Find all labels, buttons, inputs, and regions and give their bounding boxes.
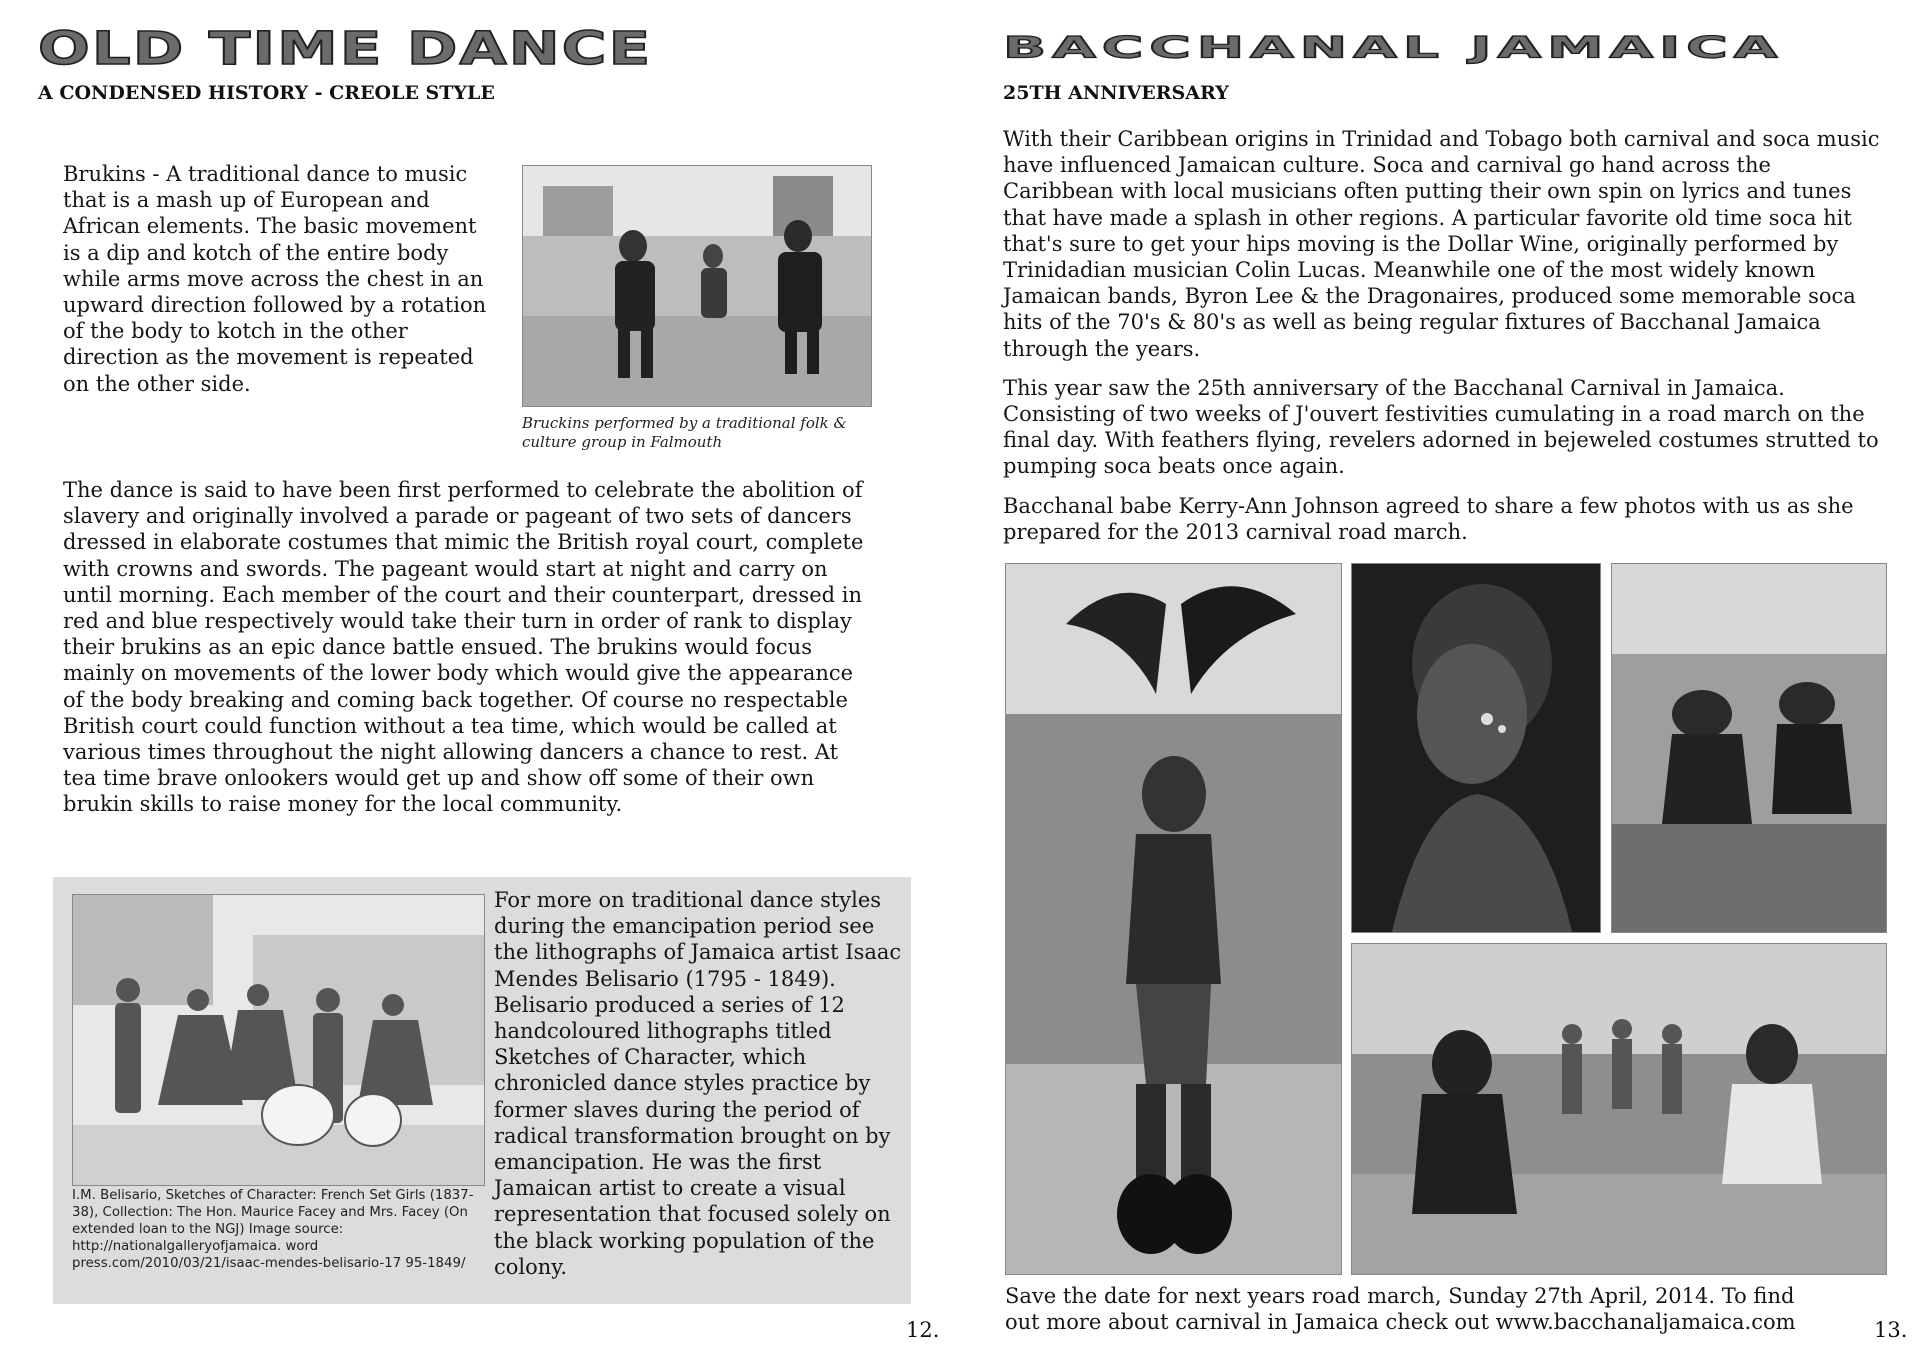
right-page-number: 13. (1874, 1318, 1908, 1342)
article-paragraph-2: This year saw the 25th anniversary of the Bacchanal Carnival in Jamaica. Consisting of two weeks of J'ouvert festivities cumulating in a road march on the final day. With feathers flying, revelers adorned in bejeweled costumes strutted to pumping soca beats once again. (1003, 375, 1879, 479)
portrait-photo-graphic (1352, 564, 1600, 932)
left-page-title: OLD TIME DANCE (38, 22, 653, 76)
article-paragraph-3: Bacchanal babe Kerry-Ann Johnson agreed to share a few photos with us as she prepared for the 2013 carnival road march. (1003, 493, 1854, 544)
belisario-lithograph (72, 894, 485, 1186)
article-body (1003, 126, 1883, 558)
lithograph-caption: I.M. Belisario, Sketches of Character: French Set Girls (1837-38), Collection: The Hon. Maurice Facey and Mrs. Facey (On extended loan to the NGJ) Image source: http://nationalgalleryofjamaica. word press.com/2010/03/21/isaac-mendes-belisario-17 95-1849/ (72, 1188, 474, 1271)
left-page-subtitle: A CONDENSED HISTORY - CREOLE STYLE (38, 82, 495, 104)
carnival-photo-portrait (1351, 563, 1601, 933)
left-page-number: 12. (906, 1318, 940, 1342)
costume-photo-graphic (1006, 564, 1341, 1274)
bruckins-photo-graphic (523, 166, 871, 406)
footer-text: Save the date for next years road march, Sunday 27th April, 2014. To find out more about carnival in Jamaica check out www.bacchanaljamaica.com (1005, 1284, 1796, 1335)
bruckins-photo-caption: Bruckins performed by a traditional folk & culture group in Falmouth (522, 414, 847, 451)
road-march-photo-graphic (1352, 944, 1886, 1274)
intro-paragraph: Brukins - A traditional dance to music that is a mash up of European and African elements. The basic movement is a dip and kotch of the entire body while arms move across the chest in an upward direction followed by a rotation of the body to kotch in the other direction as the movement is repeated on the other side. (63, 162, 487, 396)
belisario-info-box (53, 877, 911, 1304)
right-page-subtitle: 25TH ANNIVERSARY (1003, 82, 1229, 104)
bruckins-photo (522, 165, 872, 407)
carnival-photo-road-march (1351, 943, 1887, 1275)
belisario-text: For more on traditional dance styles during the emancipation period see the lithographs of Jamaica artist Isaac Mendes Belisario (1795 - 1849). Belisario produced a series of 12 handcoloured lithographs titled Sketches of Character, which chronicled dance styles practice by former slaves during the period of radical transformation brought on by emancipation. He was the first Jamaican artist to create a visual representation that focused solely on the black working population of the colony. (494, 888, 902, 1279)
dancers-photo-graphic (1612, 564, 1886, 932)
carnival-photo-dancers (1611, 563, 1887, 933)
carnival-photo-costume (1005, 563, 1342, 1275)
article-paragraph-1: With their Caribbean origins in Trinidad and Tobago both carnival and soca music have influenced Jamaican culture. Soca and carnival go hand across the Caribbean with local musicians often putting their own spin on lyrics and tunes that have made a splash in other regions. A particular favorite old time soca hit that's sure to get your hips moving is the Dollar Wine, originally performed by Trinidadian musician Colin Lucas. Meanwhile one of the most widely known Jamaican bands, Byron Lee & the Dragonaires, produced some memorable soca hits of the 70's & 80's as well as being regular fixtures of Bacchanal Jamaica through the years. (1003, 127, 1880, 361)
lithograph-graphic (73, 895, 484, 1185)
main-paragraph: The dance is said to have been first performed to celebrate the abolition of slavery and originally involved a parade or pageant of two sets of dancers dressed in elaborate costumes that mimic the British royal court, complete with crowns and swords. The pageant would start at night and carry on until morning. Each member of the court and their counterpart, dressed in red and blue respectively would take their turn in order of rank to display their brukins as an epic dance battle ensued. The brukins would focus mainly on movements of the lower body which would give the appearance of the body breaking and coming back together. Of course no respectable British court could function without a tea time, which would be called at various times throughout the night allowing dancers a chance to rest. At tea time brave onlookers would get up and show off some of their own brukin skills to raise money for the local community. (63, 478, 864, 817)
right-page-title: BACCHANAL JAMAICA (1003, 30, 1784, 65)
